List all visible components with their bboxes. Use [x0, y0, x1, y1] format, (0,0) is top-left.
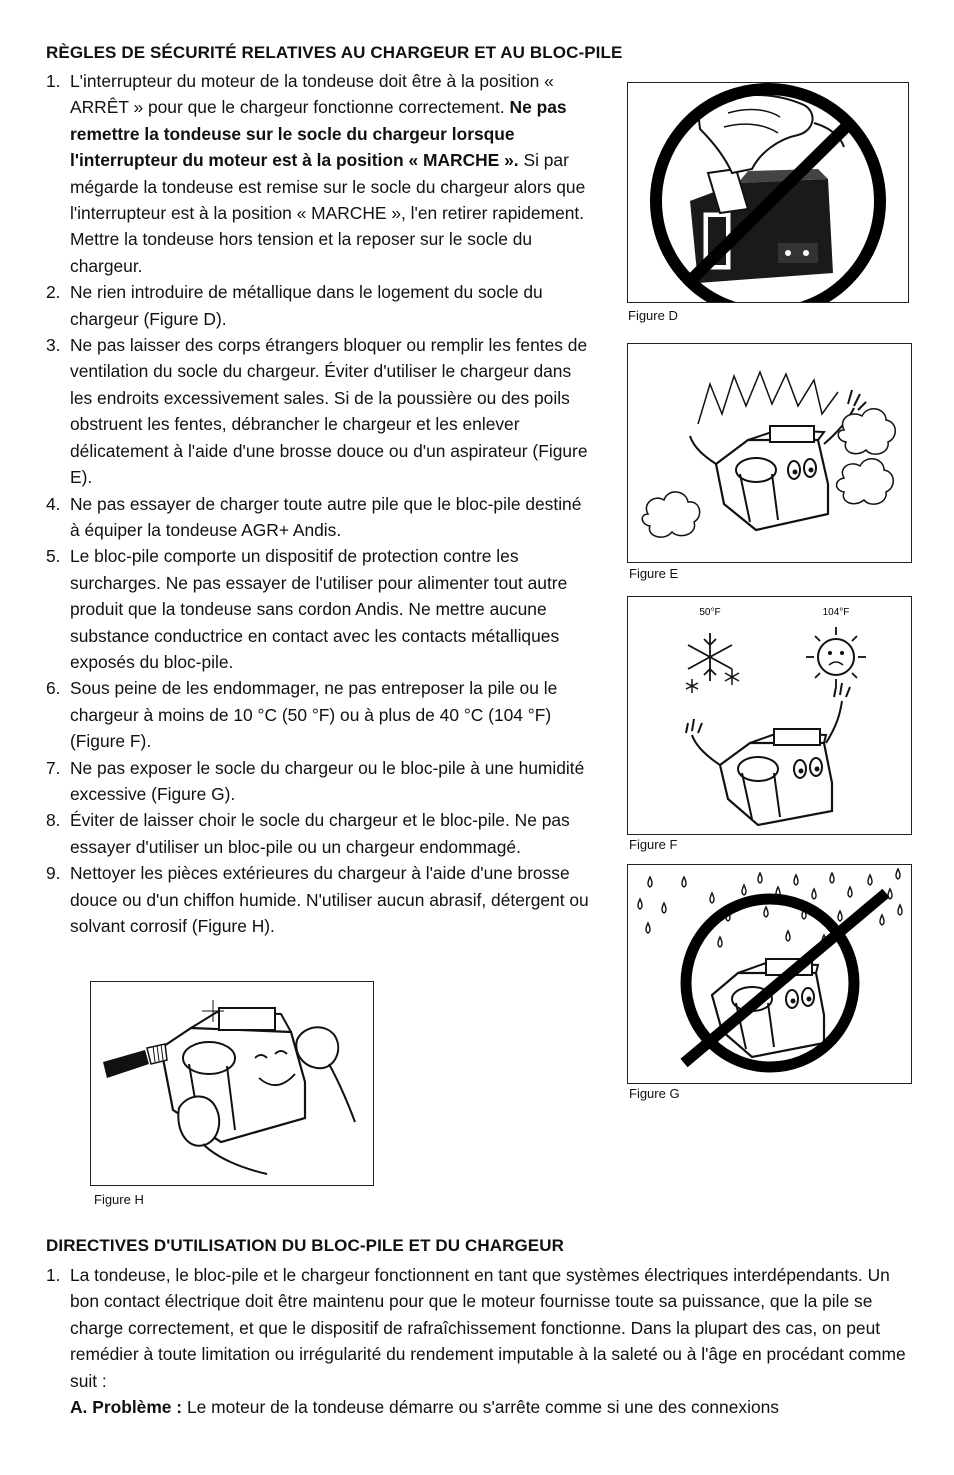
- rule-text: L'interrupteur du moteur de la tondeuse doit être à la position « ARRÊT » pour que le chargeur fonctionne correctement.: [70, 71, 554, 118]
- rule-number: 6.: [46, 678, 61, 699]
- rule-item-3: [46, 332, 594, 490]
- rule-number: 7.: [46, 757, 61, 778]
- directives-heading: DIRECTIVES D'UTILISATION DU BLOC-PILE ET DU CHARGEUR: [46, 1236, 564, 1255]
- safety-rules-heading: RÈGLES DE SÉCURITÉ RELATIVES AU CHARGEUR ET AU BLOC-PILE: [46, 43, 623, 62]
- cleaning-charger-icon: [91, 982, 373, 1185]
- directive-number: 1.: [46, 1265, 61, 1285]
- rule-text: Nettoyer les pièces extérieures du chargeur à l'aide d'une brosse douce ou d'un chiffon humide. N'utiliser aucun abrasif, détergent ou solvant corrosif (Figure H).: [70, 863, 589, 936]
- rule-text: Ne rien introduire de métallique dans le logement du socle du chargeur (Figure D).: [70, 282, 543, 329]
- figure-h-caption: Figure H: [94, 1192, 144, 1207]
- rule-text: Ne pas laisser des corps étrangers bloquer ou remplir les fentes de ventilation du socle du chargeur. Éviter d'utiliser le chargeur dans les endroits excessivement sales. Si de la poussière ou des poils obstruent les fentes, débrancher le chargeur et les enlever délicatement à l'aide d'une brosse douce ou d'un aspirateur (Figure E).: [70, 335, 588, 488]
- figure-e-caption: Figure E: [629, 566, 679, 581]
- directive-item-1: [46, 1262, 916, 1420]
- rule-number: 2.: [46, 282, 61, 303]
- rule-text: Ne pas essayer de charger toute autre pile que le bloc-pile destiné à équiper la tondeuse AGR+ Andis.: [70, 493, 582, 540]
- rule-text: Le bloc-pile comporte un dispositif de protection contre les surcharges. Ne pas essayer de l'utiliser pour alimenter tout autre produit que la tondeuse sans cordon Andis. Ne mettre aucune substance conductrice en contact avec les contacts métalliques exposés du bloc-pile.: [70, 546, 568, 672]
- rule-item-6: [46, 675, 594, 754]
- rule-number: 3.: [46, 335, 61, 356]
- figure-e-illustration: [627, 343, 912, 563]
- rule-item-5: [46, 543, 594, 675]
- directive-text: La tondeuse, le bloc-pile et le chargeur fonctionnent en tant que systèmes électriques interdépendants. Un bon contact électrique doit être maintenu pour que le moteur fournisse toute sa puissance, que la pile se charge correctement, et que le dispositif de rafraîchissement fonctionne. Dans la plupart des cas, on peut remédier à toute limitation ou irrégularité du rendement imputable à la saleté ou à l'âge en procédant comme suit :: [70, 1265, 906, 1391]
- rule-item-2: [46, 279, 594, 332]
- no-metal-in-charger-icon: [628, 83, 908, 302]
- safety-rules-list: [46, 68, 594, 939]
- figure-f-illustration: [627, 596, 912, 835]
- sun-icon: [806, 627, 866, 687]
- figure-f-caption: Figure F: [629, 837, 678, 852]
- brush-icon: [103, 1044, 167, 1078]
- rule-item-7: [46, 755, 594, 808]
- figure-g-illustration: [627, 864, 912, 1084]
- rule-number: 9.: [46, 863, 61, 884]
- dust-near-charger-icon: [628, 344, 911, 562]
- rule-item-1: [46, 68, 594, 279]
- rule-item-9: [46, 860, 594, 939]
- figure-d-illustration: [627, 82, 909, 303]
- rule-warning-bold: Ne pas remettre la tondeuse sur le socle du chargeur lorsque l'interrupteur du moteur est à la position « MARCHE ».: [70, 97, 567, 171]
- problem-text: Le moteur de la tondeuse démarre ou s'arrête comme si une des connexions: [186, 1397, 779, 1418]
- figure-d-caption: Figure D: [628, 308, 678, 323]
- rule-item-4: [46, 491, 594, 544]
- rule-text: Si par mégarde la tondeuse est remise sur le socle du chargeur alors que l'interrupteur est à la position « MARCHE », l'en retirer rapidement. Mettre la tondeuse hors tension et la reposer sur le socle du chargeur.: [70, 150, 586, 276]
- directives-section: [46, 1262, 916, 1420]
- rule-text: Éviter de laisser choir le socle du chargeur et le bloc-pile. Ne pas essayer d'utiliser un bloc-pile ou un chargeur endommagé.: [70, 810, 570, 857]
- rule-text: Ne pas exposer le socle du chargeur ou le bloc-pile à une humidité excessive (Figure G).: [70, 757, 585, 804]
- cold-temperature-label: 50°F: [699, 607, 721, 618]
- temperature-limits-icon: [628, 597, 911, 834]
- figure-h-illustration: [90, 981, 374, 1186]
- problem-label: A. Problème :: [70, 1397, 183, 1418]
- rule-number: 8.: [46, 810, 61, 831]
- rule-number: 5.: [46, 546, 61, 567]
- no-moisture-icon: [628, 865, 911, 1083]
- rule-number: 1.: [46, 71, 61, 91]
- rule-item-8: [46, 807, 594, 860]
- hot-temperature-label: 104°F: [822, 607, 850, 618]
- rule-text: Sous peine de les endommager, ne pas entreposer la pile ou le chargeur à moins de 10 °C (50 °F) ou à plus de 40 °C (104 °F) (Figure F).: [70, 678, 558, 752]
- rule-number: 4.: [46, 493, 61, 514]
- figure-g-caption: Figure G: [629, 1086, 680, 1101]
